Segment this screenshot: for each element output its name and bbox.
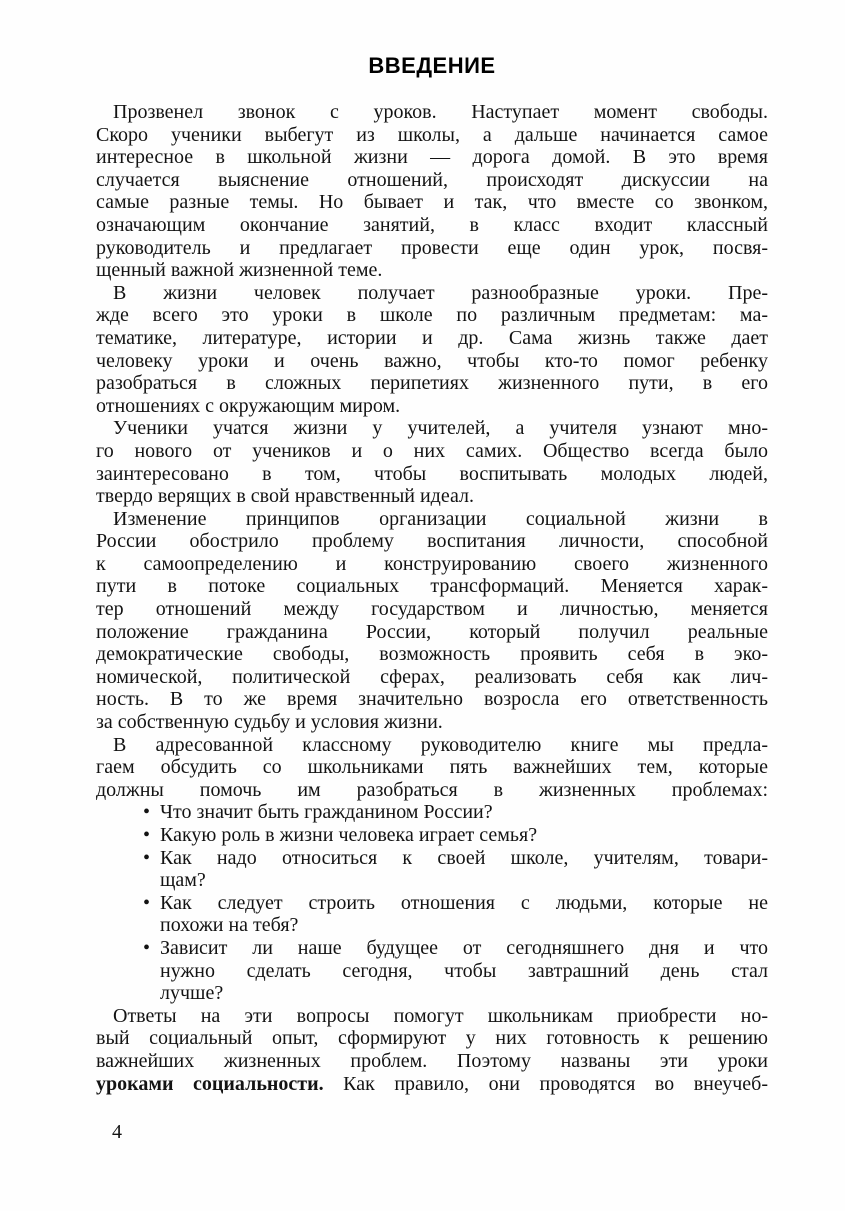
bullet-item [96,892,768,937]
text-line: к самоопределению и конструированию своего жизненного [96,552,768,575]
text-line: твердо верящих в свой нравственный идеал. [96,485,474,508]
text-line: заинтересовано в том, чтобы воспитывать молодых людей, [96,462,768,485]
paragraph [96,417,768,507]
paragraph [96,1005,768,1095]
bullet-item [96,937,768,1005]
text-line: тер отношений между государством и личностью, меняется [96,598,768,621]
text-line: номической, политической сферах, реализовать себя как лич- [96,665,768,688]
text-line: Ученики учатся жизни у учителей, а учителя узнают мно- [113,417,768,440]
text-line: человеку уроки и очень важно, чтобы кто-то помог ребенку [96,349,768,372]
text-line: пути в потоке социальных трансформаций. Меняется харак- [96,575,768,598]
bullet-icon: • [143,846,151,869]
text-line: • Как надо относиться к своей школе, учителям, товари- [143,846,768,869]
bullet-item [96,847,768,892]
text-line: похожи на тебя? [160,914,299,937]
text-line: разобраться в сложных перипетиях жизненного пути, в его [96,372,768,395]
text-line: уроками социальности. Как правило, они проводятся во внеучеб- [96,1072,768,1095]
text-line: лучше? [160,982,224,1005]
text-line: означающим окончание занятий, в класс входит классный [96,213,768,236]
text-line: Ответы на эти вопросы помогут школьникам приобрести но- [113,1004,768,1027]
bullet-icon: • [143,891,151,914]
paragraph [96,734,768,802]
text-line: В адресованной классному руководителю книге мы предла- [113,733,768,756]
text-line: руководитель и предлагает провести еще один урок, посвя- [96,236,768,259]
page-number: 4 [112,1121,122,1143]
text-line: В жизни человек получает разнообразные уроки. Пре- [113,281,768,304]
text-line: жде всего это уроки в школе по различным предметам: ма- [96,304,768,327]
paragraph [96,508,768,734]
text-line: демократические свободы, возможность проявить себя в эко- [96,643,768,666]
text-line: важнейших жизненных проблем. Поэтому названы эти уроки [96,1049,768,1072]
text-line: • Зависит ли наше будущее от сегодняшнего дня и что [143,936,768,959]
text-line: положение гражданина России, который получил реальные [96,620,768,643]
text-line: гаем обсудить со школьниками пять важнейших тем, которые [96,756,768,779]
text-line: щенный важной жизненной теме. [96,259,383,282]
text-line: интересное в школьной жизни — дорога домой. В это время [96,146,768,169]
text-line: самые разные темы. Но бывает и так, что вместе со звонком, [96,191,768,214]
text-line: щам? [160,869,206,892]
bullet-item [96,801,768,824]
text-line: случается выяснение отношений, происходят дискуссии на [96,168,768,191]
text-line: • Что значит быть гражданином России? [143,801,493,824]
text-line: Прозвенел звонок с уроков. Наступает момент свободы. [113,101,768,123]
text-line: вый социальный опыт, сформируют у них готовность к решению [96,1027,768,1050]
text-line: должны помочь им разобраться в жизненных проблемах: [96,778,768,801]
text-line: Изменение принципов организации социальной жизни в [113,507,768,530]
text-line: нужно сделать сегодня, чтобы завтрашний день стал [160,959,768,982]
bullet-icon: • [143,801,151,824]
bullet-item [96,824,768,847]
text-line: Скоро ученики выбегут из школы, а дальше начинается самое [96,123,768,146]
text-line: го нового от учеников и о них самих. Общество всегда было [96,439,768,462]
text-line: ность. В то же время значительно возросла его ответственность [96,688,768,711]
text-line: • Как следует строить отношения с людьми, которые не [143,891,768,914]
text-line: тематике, литературе, истории и др. Сама жизнь также дает [96,326,768,349]
paragraph [96,282,768,418]
text-line: • Какую роль в жизни человека играет семья? [143,824,538,846]
bullet-icon: • [143,936,151,959]
text-line: отношениях с окружающим миром. [96,394,401,417]
text-line: России обострило проблему воспитания личности, способной [96,530,768,553]
bullet-icon: • [143,824,151,846]
page-title: ВВЕДЕНИЕ [368,53,496,78]
paragraph [96,101,768,282]
page-content [96,101,768,1095]
text-line: за собственную судьбу и условия жизни. [96,711,443,734]
